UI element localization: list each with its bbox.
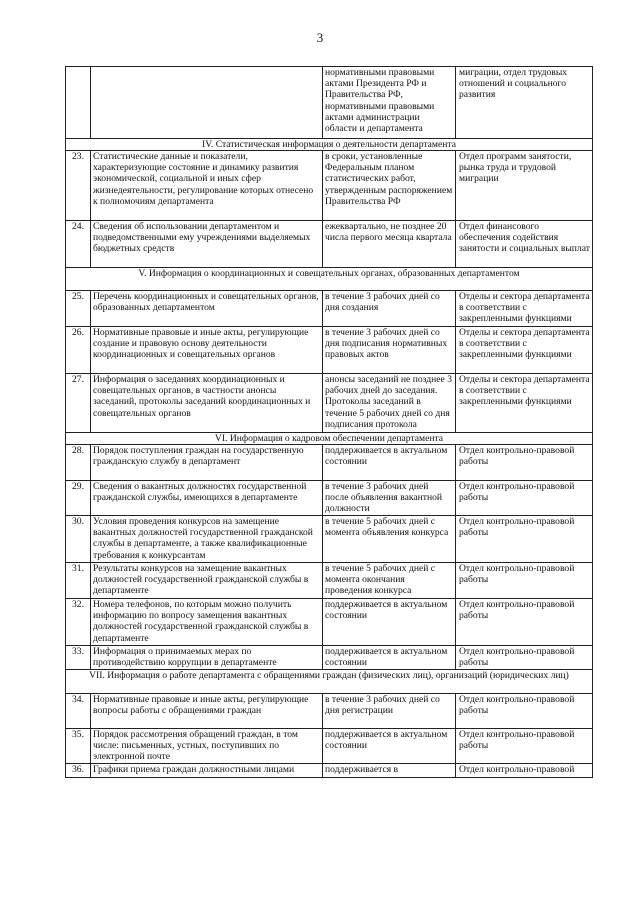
- responsible-unit: Отдел контрольно-правовой работы: [456, 563, 593, 599]
- publication-deadline: в течение 3 рабочих дней со дня подписания нормативных правовых актов: [323, 327, 456, 374]
- responsible-unit: Отдел контрольно-правовой работы: [456, 481, 593, 516]
- responsible-unit: Отдел контрольно-правовой работы: [456, 445, 593, 481]
- information-item: Перечень координационных и совещательных органов, образованных департаментом: [91, 291, 323, 327]
- information-item: Информация о заседаниях координационных и совещательных органов, в частности анонсы заседаний, протоколы заседаний координационных и совещательных органов: [91, 374, 323, 433]
- information-item: [91, 67, 323, 139]
- row-number: 29.: [66, 481, 91, 516]
- information-item: Результаты конкурсов на замещение вакантных должностей государственной гражданской службы в департаменте: [91, 563, 323, 599]
- responsible-unit: миграции, отдел трудовых отношений и социального развития: [456, 67, 593, 139]
- responsible-unit: Отделы и сектора департамента в соответствии с закрепленными функциями: [456, 327, 593, 374]
- table-row: [66, 694, 593, 729]
- row-number: 24.: [66, 221, 91, 268]
- table-row: [66, 67, 593, 139]
- table-row: [66, 445, 593, 481]
- publication-deadline: в течение 3 рабочих дней со дня регистрации: [323, 694, 456, 729]
- section-header-row: [66, 268, 593, 291]
- publication-deadline: в течение 3 рабочих дней со дня создания: [323, 291, 456, 327]
- row-number: 28.: [66, 445, 91, 481]
- responsible-unit: Отдел программ занятости, рынка труда и трудовой миграции: [456, 151, 593, 221]
- section-header-row: [66, 139, 593, 151]
- publication-deadline: в течение 5 рабочих дней с момента объявления конкурса: [323, 516, 456, 563]
- table-row: [66, 151, 593, 221]
- information-item: Порядок поступления граждан на государственную гражданскую службу в департамент: [91, 445, 323, 481]
- publication-deadline: ежеквартально, не позднее 20 числа первого месяца квартала: [323, 221, 456, 268]
- information-table: [65, 66, 593, 778]
- information-item: Номера телефонов, по которым можно получить информацию по вопросу замещения вакантных должностей государственной гражданской службы в департаменте: [91, 599, 323, 646]
- information-item: Нормативные правовые и иные акты, регулирующие вопросы работы с обращениями граждан: [91, 694, 323, 729]
- table-row: [66, 646, 593, 670]
- responsible-unit: Отделы и сектора департамента в соответствии с закрепленными функциями: [456, 374, 593, 433]
- row-number: 23.: [66, 151, 91, 221]
- information-item: Порядок рассмотрения обращений граждан, в том числе: письменных, устных, поступивших по электронной почте: [91, 729, 323, 764]
- row-number: 27.: [66, 374, 91, 433]
- publication-deadline: поддерживается в актуальном состоянии: [323, 599, 456, 646]
- information-item: Графики приема граждан должностными лицами: [91, 764, 323, 778]
- row-number: 36.: [66, 764, 91, 778]
- publication-deadline: в течение 3 рабочих дней после объявления вакантной должности: [323, 481, 456, 516]
- publication-deadline: поддерживается в актуальном состоянии: [323, 646, 456, 670]
- row-number: [66, 67, 91, 139]
- information-item: Условия проведения конкурсов на замещение вакантных должностей государственной гражданской службы в департаменте, а также квалификационные требования к конкурсантам: [91, 516, 323, 563]
- table-row: [66, 563, 593, 599]
- information-item: Сведения об использовании департаментом и подведомственными ему учреждениями выделяемых бюджетных средств: [91, 221, 323, 268]
- section-title: VII. Информация о работе департамента с обращениями граждан (физических лиц), организаций (юридических лиц): [66, 670, 593, 694]
- table-row: [66, 327, 593, 374]
- row-number: 35.: [66, 729, 91, 764]
- row-number: 26.: [66, 327, 91, 374]
- responsible-unit: Отдел контрольно-правовой работы: [456, 646, 593, 670]
- row-number: 33.: [66, 646, 91, 670]
- publication-deadline: поддерживается в актуальном состоянии: [323, 729, 456, 764]
- information-item: Нормативные правовые и иные акты, регулирующие создание и правовую основу деятельности координационных и совещательных органов: [91, 327, 323, 374]
- table-row: [66, 291, 593, 327]
- table-row: [66, 374, 593, 433]
- responsible-unit: Отдел контрольно-правовой работы: [456, 729, 593, 764]
- responsible-unit: Отдел контрольно-правовой: [456, 764, 593, 778]
- responsible-unit: Отдел контрольно-правовой работы: [456, 694, 593, 729]
- row-number: 25.: [66, 291, 91, 327]
- publication-deadline: нормативными правовыми актами Президента РФ и Правительства РФ, нормативными правовыми актами администрации области и департамента: [323, 67, 456, 139]
- row-number: 30.: [66, 516, 91, 563]
- table-row: [66, 764, 593, 778]
- section-header-row: [66, 670, 593, 694]
- information-item: Сведения о вакантных должностях государственной гражданской службы, имеющихся в департаменте: [91, 481, 323, 516]
- row-number: 34.: [66, 694, 91, 729]
- publication-deadline: анонсы заседаний не позднее 3 рабочих дней до заседания. Протоколы заседаний в течение 5 рабочих дней со дня подписания протокола: [323, 374, 456, 433]
- section-header-row: [66, 433, 593, 445]
- responsible-unit: Отделы и сектора департамента в соответствии с закрепленными функциями: [456, 291, 593, 327]
- table-row: [66, 729, 593, 764]
- responsible-unit: Отдел финансового обеспечения содействия занятости и социальных выплат: [456, 221, 593, 268]
- publication-deadline: в течение 5 рабочих дней с момента окончания проведения конкурса: [323, 563, 456, 599]
- publication-deadline: поддерживается в актуальном состоянии: [323, 445, 456, 481]
- section-title: VI. Информация о кадровом обеспечении департамента: [66, 433, 593, 445]
- table-row: [66, 599, 593, 646]
- responsible-unit: Отдел контрольно-правовой работы: [456, 599, 593, 646]
- responsible-unit: Отдел контрольно-правовой работы: [456, 516, 593, 563]
- page-number: 3: [316, 30, 324, 45]
- row-number: 31.: [66, 563, 91, 599]
- row-number: 32.: [66, 599, 91, 646]
- publication-deadline: в сроки, установленные Федеральным планом статистических работ, утвержденным распоряжением Правительства РФ: [323, 151, 456, 221]
- publication-deadline: поддерживается в: [323, 764, 456, 778]
- information-item: Статистические данные и показатели, характеризующие состояние и динамику развития экономической, социальной и иных сфер жизнедеятельности, регулирование которых отнесено к полномочиям департамента: [91, 151, 323, 221]
- table-row: [66, 516, 593, 563]
- section-title: V. Информация о координационных и совещательных органах, образованных департаментом: [66, 268, 593, 291]
- table-row: [66, 481, 593, 516]
- table-row: [66, 221, 593, 268]
- information-item: Информация о принимаемых мерах по противодействию коррупции в департаменте: [91, 646, 323, 670]
- section-title: IV. Статистическая информация о деятельности департамента: [66, 139, 593, 151]
